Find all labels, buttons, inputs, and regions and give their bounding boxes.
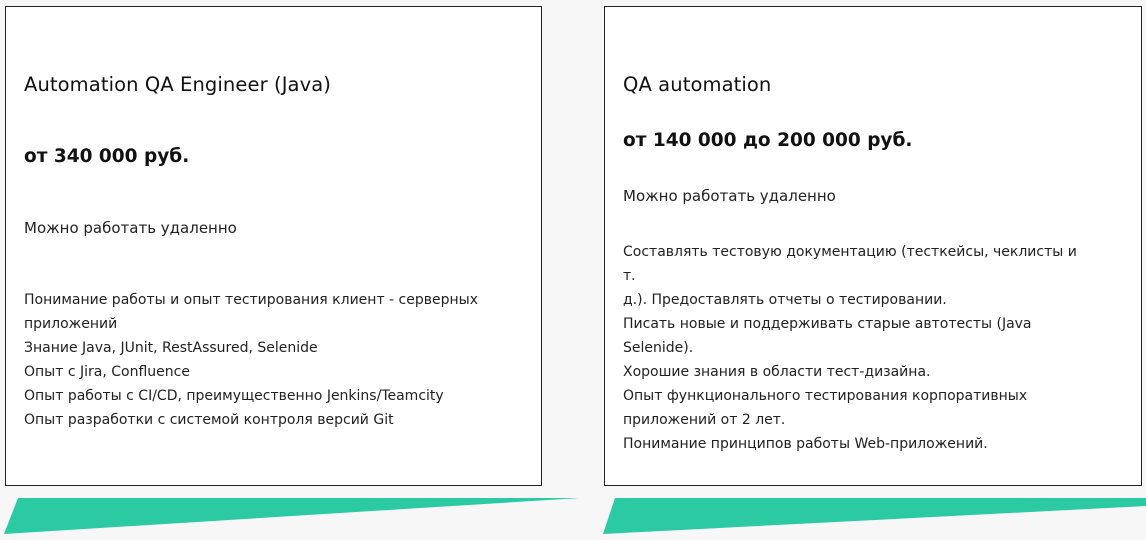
vacancy-card-qa-automation[interactable] [604,6,1142,486]
vacancy-requirements [623,240,1093,456]
requirement-line: Понимание работы и опыт тестирования клиент - серверных [24,292,478,308]
vacancy-salary: от 140 000 до 200 000 руб. [623,130,913,151]
requirement-line: приложений [24,316,118,332]
requirement-line: д.). Предоставлять отчеты о тестировании. [623,292,947,308]
requirement-line: Опыт разработки с системой контроля версий Git [24,412,394,428]
requirement-line: Selenide). [623,340,694,356]
requirement-line: Опыт работы с CI/CD, преимущественно Jenkins/Teamcity [24,388,444,404]
vacancy-remote-note: Можно работать удаленно [623,187,836,205]
requirement-line: приложений от 2 лет. [623,412,786,428]
accent-ribbon-decoration [603,496,1146,536]
accent-ribbon-decoration [4,496,580,536]
requirement-line: Писать новые и поддерживать старые автотесты (Java [623,316,1032,332]
requirement-line: Знание Java, JUnit, RestAssured, Selenide [24,340,318,356]
vacancy-title[interactable]: QA automation [623,73,772,96]
vacancy-title[interactable]: Automation QA Engineer (Java) [24,73,332,96]
accent-ribbon-shape [603,498,1146,534]
requirement-line: Хорошие знания в области тест-дизайна. [623,364,931,380]
requirement-line: Понимание принципов работы Web-приложений. [623,436,988,452]
requirement-line: Составлять тестовую документацию (тесткейсы, чеклисты и т. [623,244,1077,284]
vacancy-requirements [24,288,514,432]
requirement-line: Опыт с Jira, Confluence [24,364,190,380]
requirement-line: Опыт функционального тестирования корпоративных [623,388,1028,404]
vacancy-card-automation-qa-java[interactable] [5,6,542,486]
vacancy-salary: от 340 000 руб. [24,146,190,167]
vacancy-remote-note: Можно работать удаленно [24,219,237,237]
accent-ribbon-shape [4,498,580,534]
